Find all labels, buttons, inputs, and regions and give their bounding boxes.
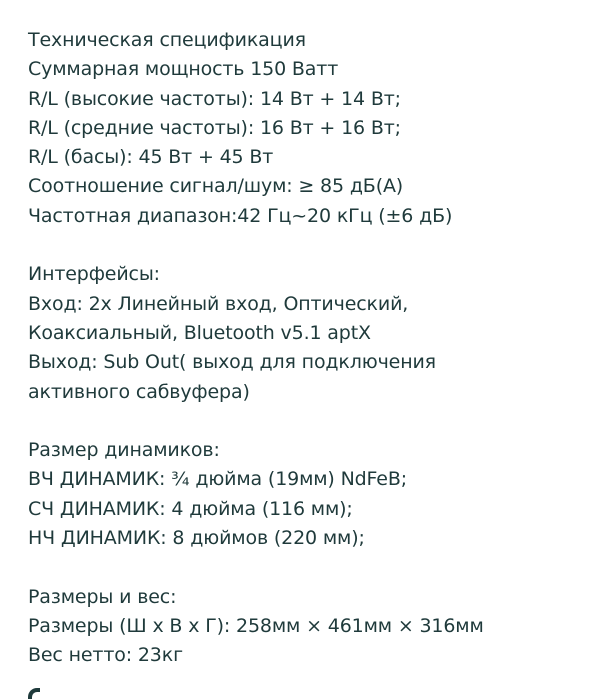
power-high-freq: R/L (высокие частоты): 14 Вт + 14 Вт; (28, 87, 401, 110)
frequency-range: Частотная диапазон:42 Гц~20 кГц (±6 дБ) (28, 204, 453, 227)
output-line-2: активного сабвуфера) (28, 380, 250, 403)
spec-title: Техническая спецификация (28, 29, 306, 51)
cropped-next-line (28, 688, 40, 699)
output-line-1: Выход: Sub Out( выход для подключения (28, 351, 436, 374)
tweeter-spec: ВЧ ДИНАМИК: ¾ дюйма (19мм) NdFeB; (28, 468, 407, 491)
midrange-spec: СЧ ДИНАМИК: 4 дюйма (116 мм); (28, 497, 353, 520)
spec-document (28, 26, 578, 671)
woofer-spec: НЧ ДИНАМИК: 8 дюймов (220 мм); (28, 527, 365, 550)
drivers-heading: Размер динамиков: (28, 439, 220, 462)
total-power: Суммарная мощность 150 Ватт (28, 58, 339, 81)
power-mid-freq: R/L (средние частоты): 16 Вт + 16 Вт; (28, 116, 401, 139)
signal-noise-ratio: Соотношение сигнал/шум: ≥ 85 дБ(А) (28, 175, 404, 198)
interfaces-heading: Интерфейсы: (28, 263, 160, 286)
inputs-line-1: Вход: 2х Линейный вход, Оптический, (28, 292, 409, 315)
dimensions-heading: Размеры и вес: (28, 585, 177, 608)
section-spacer (28, 553, 578, 582)
inputs-line-2: Коаксиальный, Bluetooth v5.1 aptX (28, 321, 371, 344)
power-bass: R/L (басы): 45 Вт + 45 Вт (28, 146, 274, 169)
section-spacer (28, 407, 578, 436)
net-weight: Вес нетто: 23кг (28, 644, 183, 667)
section-spacer (28, 231, 578, 260)
dimensions-size: Размеры (Ш х В х Г): 258мм × 461мм × 316мм (28, 614, 484, 637)
